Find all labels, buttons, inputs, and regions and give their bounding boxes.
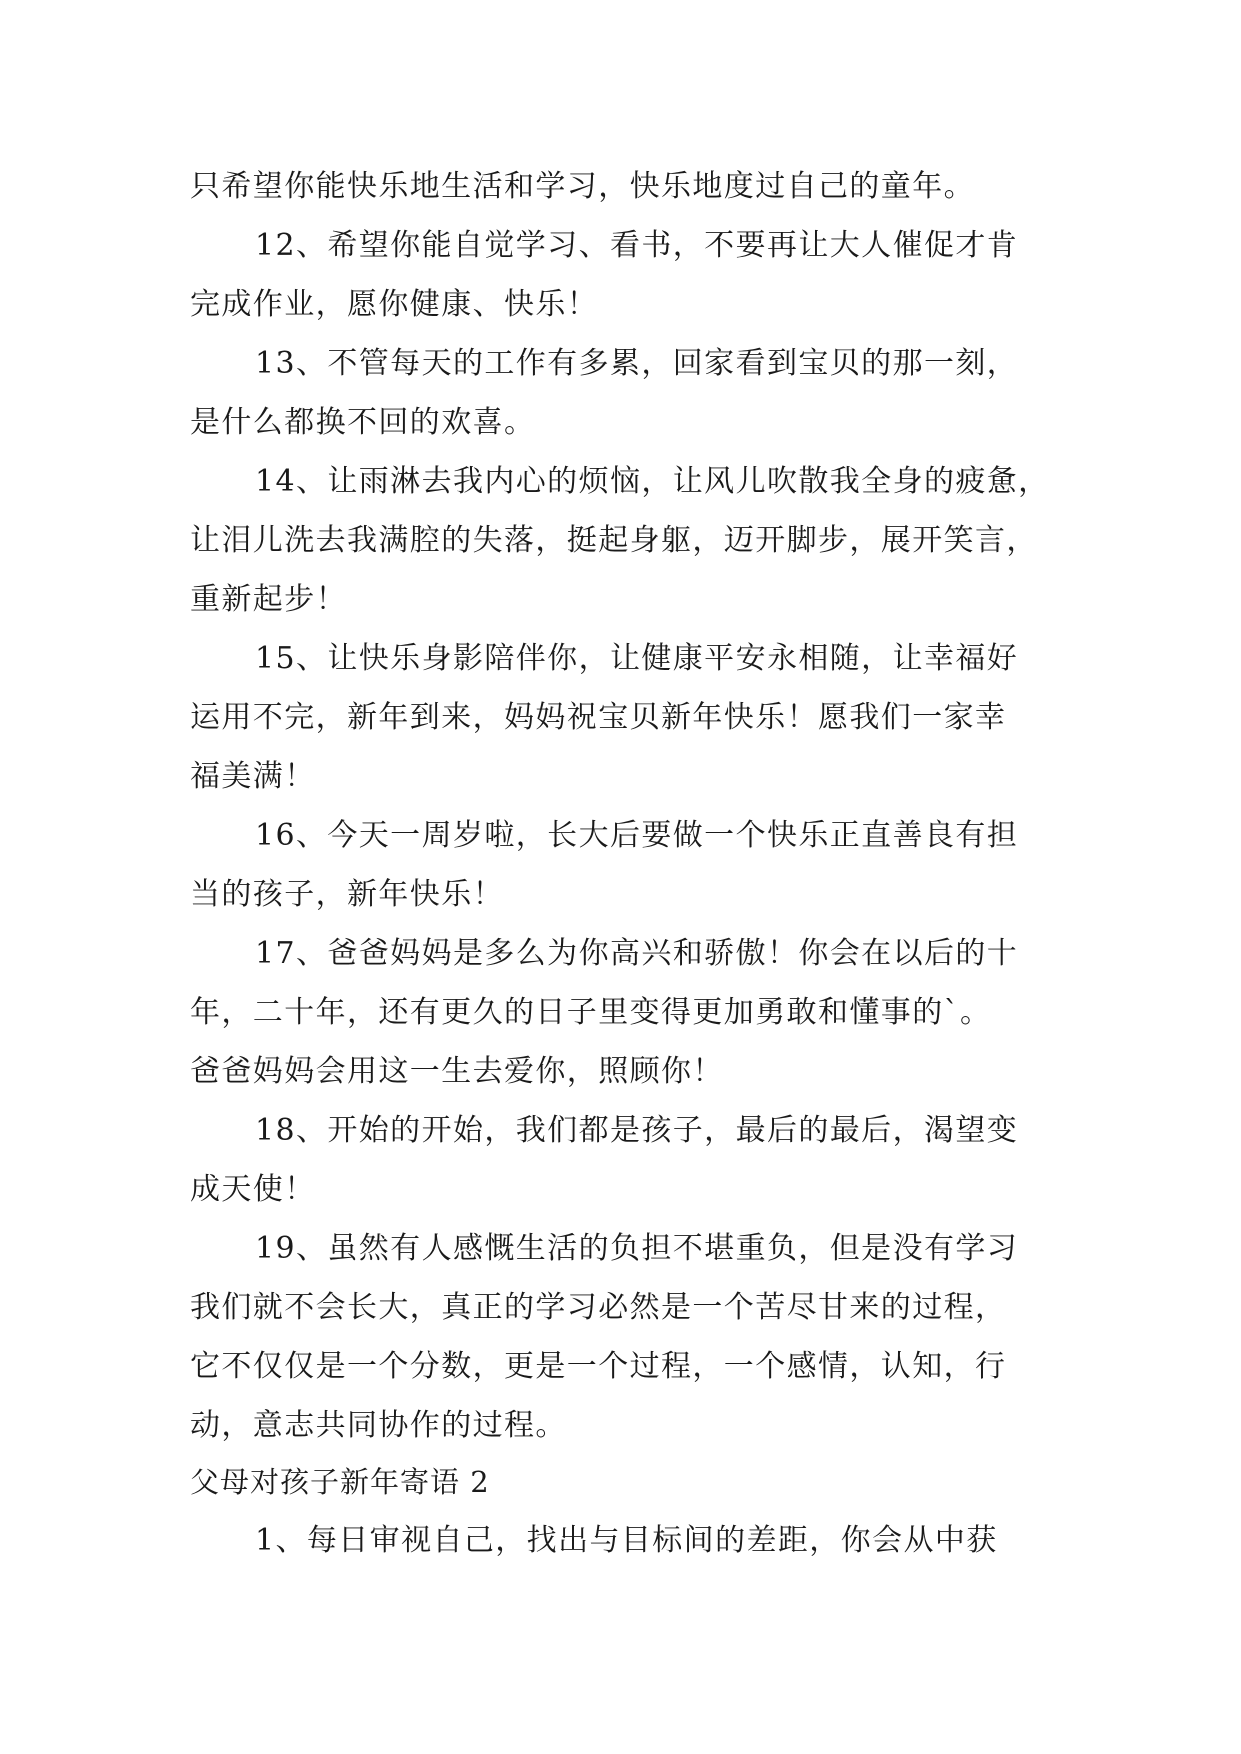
text-line: 福美满！ — [190, 759, 316, 794]
text-line: 是什么都换不回的欢喜。 — [190, 405, 536, 440]
text-line: 重新起步！ — [190, 582, 347, 617]
text-line: 成天使！ — [190, 1172, 316, 1207]
text-line: 我们就不会长大，真正的学习必然是一个苦尽甘来的过程， — [190, 1290, 1007, 1325]
text-line: 只希望你能快乐地生活和学习，快乐地度过自己的童年。 — [190, 169, 975, 204]
text-line: 17、爸爸妈妈是多么为你高兴和骄傲！你会在以后的十 — [255, 936, 1019, 971]
text-line: 18、开始的开始，我们都是孩子，最后的最后，渴望变 — [255, 1113, 1019, 1148]
text-line: 13、不管每天的工作有多累，回家看到宝贝的那一刻， — [255, 346, 1019, 381]
text-line: 它不仅仅是一个分数，更是一个过程，一个感情，认知，行 — [190, 1349, 1007, 1384]
text-line: 让泪儿洗去我满腔的失落，挺起身躯，迈开脚步，展开笑言， — [190, 523, 1038, 558]
text-line: 16、今天一周岁啦，长大后要做一个快乐正直善良有担 — [255, 818, 1019, 853]
text-line: 运用不完，新年到来，妈妈祝宝贝新年快乐！愿我们一家幸 — [190, 700, 1007, 735]
text-line: 年，二十年，还有更久的日子里变得更加勇敢和懂事的`。 — [190, 995, 992, 1030]
text-line: 当的孩子，新年快乐！ — [190, 877, 504, 912]
text-line: 动，意志共同协作的过程。 — [190, 1408, 567, 1443]
text-line: 完成作业，愿你健康、快乐！ — [190, 287, 599, 322]
text-line: 12、希望你能自觉学习、看书，不要再让大人催促才肯 — [255, 228, 1019, 263]
section-heading: 父母对孩子新年寄语 2 — [190, 1465, 490, 1499]
text-line: 爸爸妈妈会用这一生去爱你，照顾你！ — [190, 1054, 724, 1089]
text-line: 15、让快乐身影陪伴你，让健康平安永相随，让幸福好 — [255, 641, 1019, 676]
text-line: 1、每日审视自己，找出与目标间的差距，你会从中获 — [255, 1523, 998, 1558]
text-line: 14、让雨淋去我内心的烦恼，让风儿吹散我全身的疲惫， — [255, 464, 1050, 499]
text-line: 19、虽然有人感慨生活的负担不堪重负，但是没有学习 — [255, 1231, 1019, 1266]
